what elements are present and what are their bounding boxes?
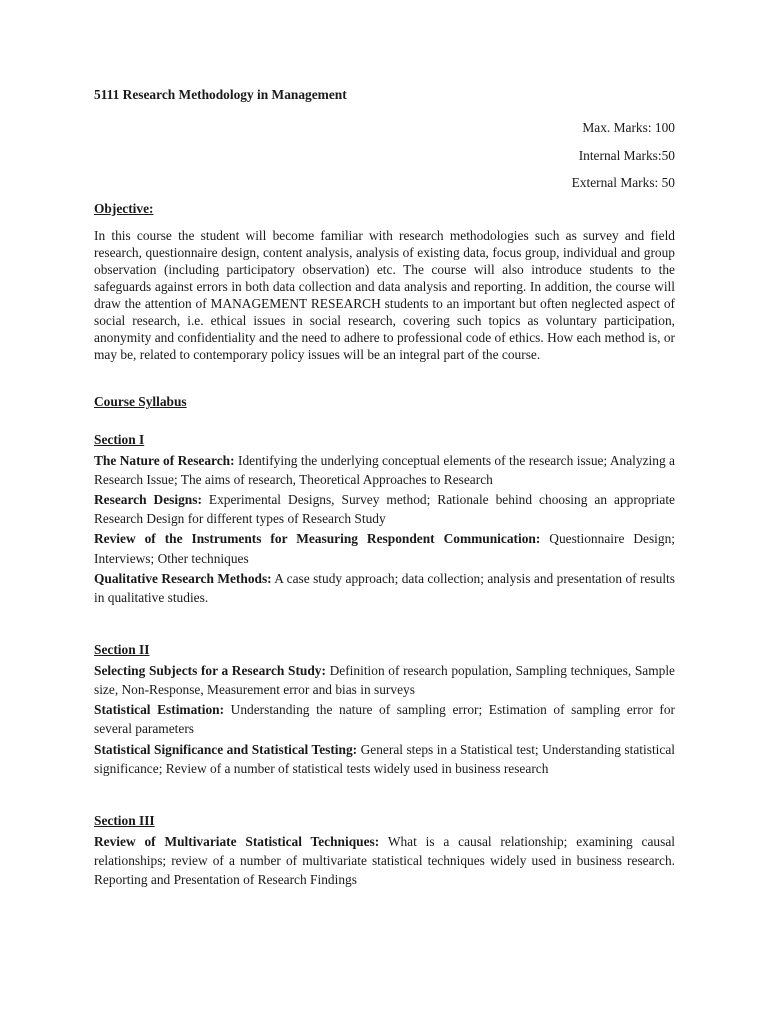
section-heading: Section II <box>94 642 150 658</box>
entry-topic: Review of Multivariate Statistical Techniques: <box>94 833 380 849</box>
external-marks: External Marks: 50 <box>571 175 675 191</box>
syllabus-entry <box>94 529 675 567</box>
syllabus-entry <box>94 451 675 489</box>
document-page <box>94 86 675 889</box>
entry-detail: Definition of research population, Sampling techniques, Sample size, Non-Response, Measurement error and bias in surveys <box>94 662 675 697</box>
entry-detail: Understanding the nature of sampling error; Estimation of sampling error for several parameters <box>94 702 675 737</box>
entry-detail: Experimental Designs, Survey method; Rationale behind choosing an appropriate Research Design for different types of Research Study <box>94 491 675 527</box>
syllabus-entry <box>94 832 675 890</box>
entry-topic: Review of the Instruments for Measuring Respondent Communication: <box>94 531 541 547</box>
max-marks: Max. Marks: 100 <box>582 120 675 135</box>
entry-topic: Statistical Significance and Statistical Testing: <box>94 741 358 757</box>
syllabus-heading: Course Syllabus <box>94 394 187 410</box>
syllabus-entry <box>94 661 675 699</box>
entry-topic: Statistical Estimation: <box>94 702 225 718</box>
syllabus-entry <box>94 490 675 528</box>
entry-detail: Questionnaire Design; Interviews; Other techniques <box>94 531 675 566</box>
objective-heading: Objective: <box>94 200 154 216</box>
section-heading: Section I <box>94 431 145 447</box>
course-title: 5111 Research Methodology in Management <box>94 87 347 102</box>
entry-detail: A case study approach; data collection; analysis and presentation of results in qualitative studies. <box>94 570 675 605</box>
entry-detail: Identifying the underlying conceptual elements of the research issue; Analyzing a Research Issue; The aims of research, Theoretical Approaches to Research <box>94 452 675 487</box>
marks-block <box>94 119 675 193</box>
section-heading: Section III <box>94 813 155 828</box>
syllabus-entry <box>94 700 675 738</box>
entry-topic: Research Designs: <box>94 491 202 507</box>
syllabus-entry <box>94 569 675 607</box>
entry-topic: The Nature of Research: <box>94 452 235 468</box>
objective-text: In this course the student will become familiar with research methodologies such as survey and field research, questionnaire design, content analysis, analysis of existing data, focus group, individual and group observation (including participatory observation) etc. The course will also introduce students to the safeguards against errors in both data collection and data analysis and reporting. In addition, the course will draw the attention of MANAGEMENT RESEARCH students to an important but often neglected aspect of social research, i.e. ethical issues in social research, covering such topics as voluntary participation, anonymity and confidentiality and the need to adhere to professional code of ethics. How each method is, or may be, related to contemporary policy issues will be an integral part of the course. <box>94 228 675 363</box>
syllabus-entry <box>94 740 675 778</box>
internal-marks: Internal Marks:50 <box>578 147 675 163</box>
entry-detail: What is a causal relationship; examining causal relationships; review of a number of multivariate statistical techniques widely used in business research. Reporting and Presentation of Research Findings <box>94 833 675 887</box>
entry-topic: Qualitative Research Methods: <box>94 570 272 586</box>
entry-detail: General steps in a Statistical test; Understanding statistical significance; Review of a number of statistical tests widely used in business research <box>94 741 675 776</box>
entry-topic: Selecting Subjects for a Research Study: <box>94 662 326 678</box>
